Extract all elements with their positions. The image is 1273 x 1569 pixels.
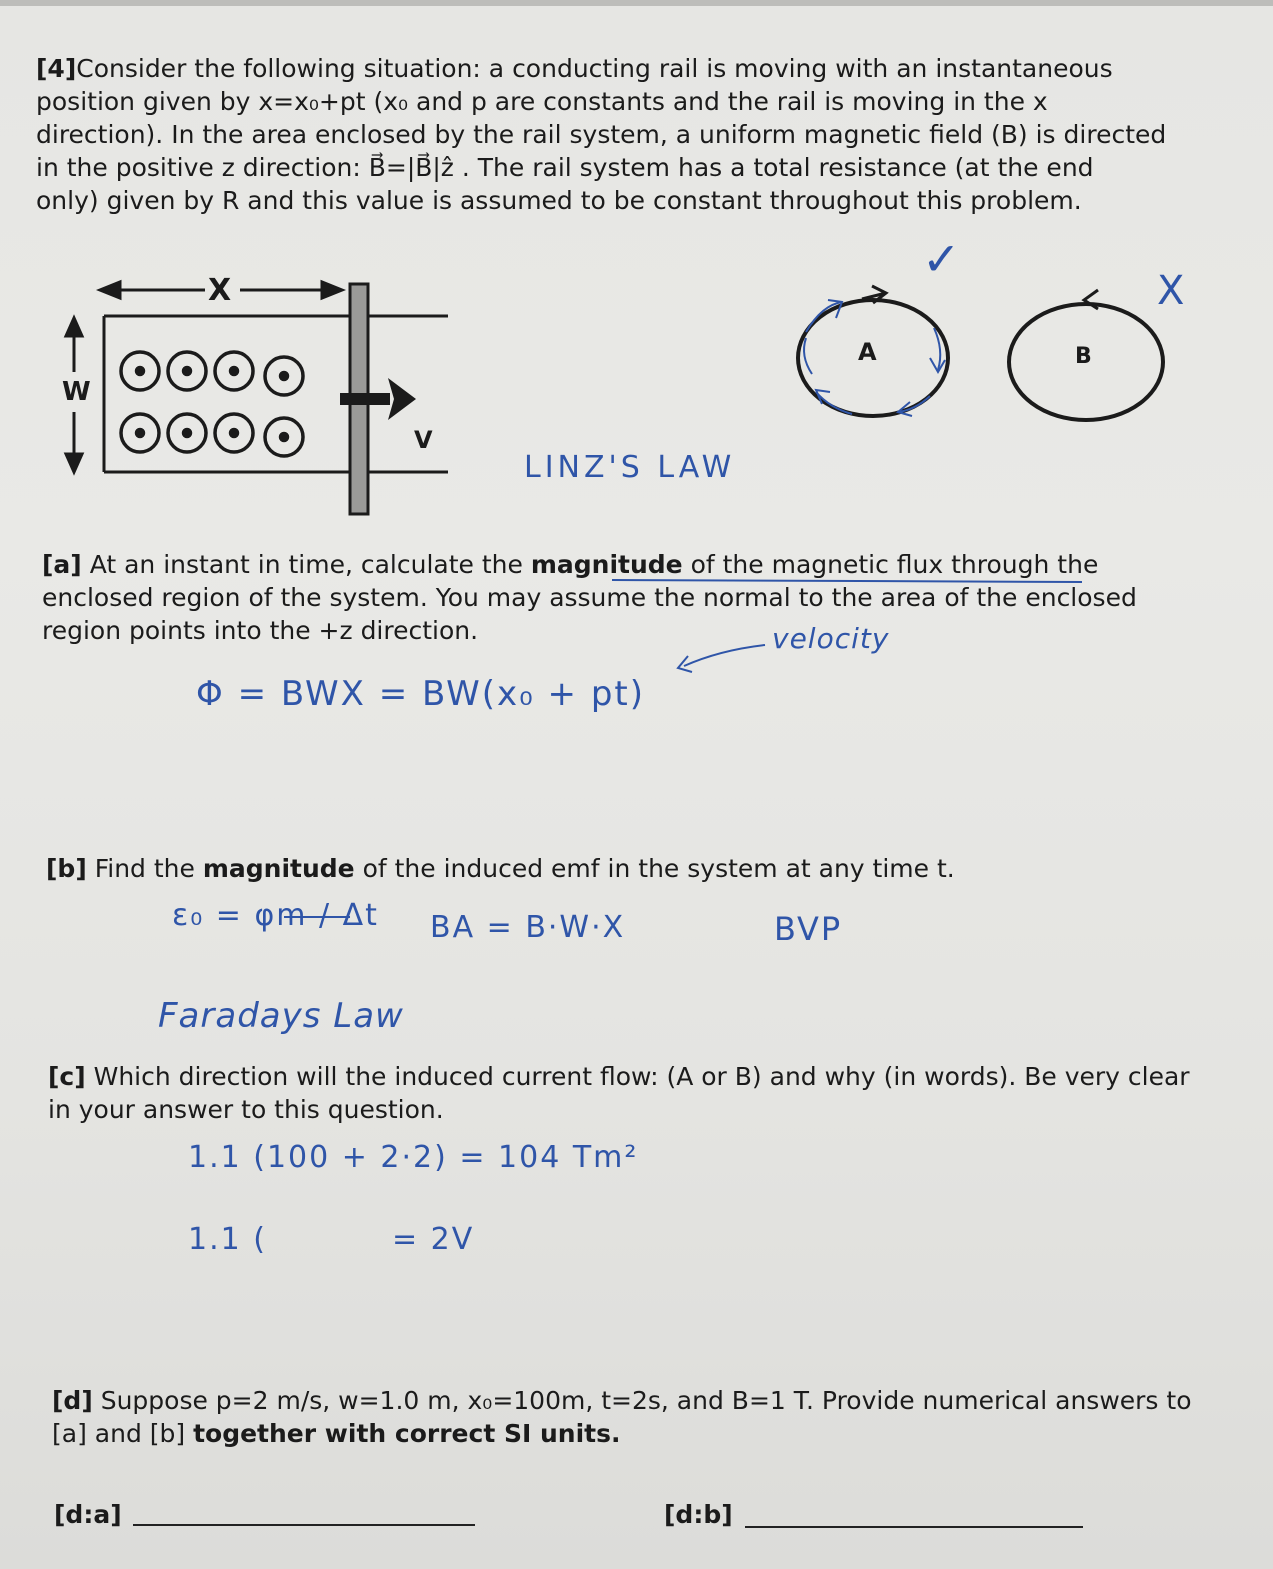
da-answer-blank[interactable] [133,1524,475,1526]
check-mark: ✓ [922,232,963,286]
part-b-text: [b] Find the magnitude of the induced emf in the system at any time t. [46,854,955,883]
ba-equation: BA = B·W·X [430,910,626,945]
part-d-tag: [d] [52,1386,93,1415]
da-label: [d:a] [54,1500,122,1529]
intro-line-5: only) given by R and this value is assumed to be constant throughout this problem. [36,186,1082,215]
intro-line-2: position given by x=x₀+pt (x₀ and p are constants and the rail is moving in the x [36,87,1048,116]
calc-line-3: = 2V [392,1222,475,1257]
faraday-note: Faradays Law [158,996,404,1036]
intro-line-4: in the positive z direction: B⃗=|B⃗|ẑ . The rail system has a total resistance (at the end [36,153,1094,182]
part-d-text: [d] Suppose p=2 m/s, w=1.0 m, x₀=100m, t=2s, and B=1 T. Provide numerical answers to [a] and [b] together with correct SI units. [52,1386,1192,1448]
intro-line-3: direction). In the area enclosed by the rail system, a uniform magnetic field (B) is directed [36,120,1167,149]
part-a-tag: [a] [42,550,82,579]
problem-number: [4] [36,54,77,83]
part-c-text: [c] Which direction will the induced current flow: (A or B) and why (in words). Be very clear in your answer to this question. [48,1062,1190,1124]
flux-equation: Φ = BWX = BW(x₀ + pt) [196,674,646,714]
velocity-note: velocity [772,622,890,655]
lenz-law-note: LINZ'S LAW [524,450,736,485]
cross-mark: X [1157,268,1187,314]
loop-a-label: A [858,338,877,366]
v-label: V [414,426,433,454]
x-label: X [208,273,232,308]
loop-b-label: B [1075,344,1092,369]
calc-line-1: 1.1 (100 + 2·2) = 104 Tm² [188,1140,639,1175]
problem-intro [36,52,1256,217]
intro-line-1: Consider the following situation: a conducting rail is moving with an instantaneous [76,54,1113,83]
part-a-text: [a] At an instant in time, calculate the magnitude of the magnetic flux through the enclosed region of the system. You may assume the normal to the area of the enclosed region points into the +z direction. [42,550,1137,645]
w-label: W [62,377,91,407]
db-answer-blank[interactable] [745,1526,1083,1528]
part-c-tag: [c] [48,1062,86,1091]
db-label: [d:b] [664,1500,733,1529]
bvp-note: BVP [774,910,843,948]
calc-line-2: 1.1 ( [188,1222,267,1257]
part-b-tag: [b] [46,854,87,883]
page-top-edge [0,0,1273,6]
emf-equation: ε₀ = φm / Δt [172,898,379,933]
